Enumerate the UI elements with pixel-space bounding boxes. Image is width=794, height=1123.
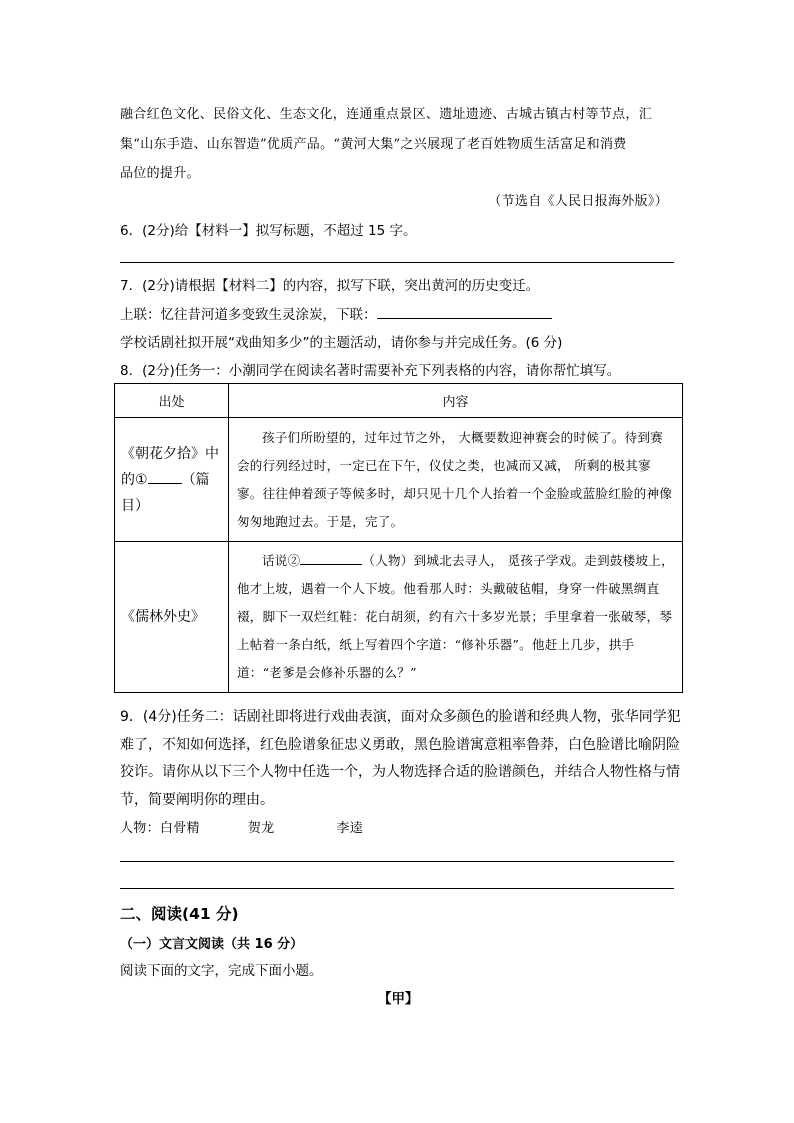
couplet-answer-blank[interactable] bbox=[377, 318, 552, 319]
table-row1-source bbox=[115, 418, 229, 542]
question-7: 7．(2分)请根据【材料二】的内容，拟写下联，突出黄河的历史变迁。 bbox=[120, 278, 540, 294]
row1-source-line-d: 目） bbox=[121, 497, 149, 514]
blank-1[interactable] bbox=[148, 483, 182, 484]
table-row1-content: 孩子们所盼望的，过年过节之外， 大概要数迎神赛会的时候了。待到赛会的行列经过时，一定已在下午，仪仗之类，也减而又减， 所剩的极其寥寥。往往伸着颈子等候多时，却只见十几个人抬着一个金脸或蓝脸红脸的神像匆匆地跑过去。于是，完了。 bbox=[229, 418, 683, 542]
section-2-instruction: 阅读下面的文字，完成下面小题。 bbox=[120, 963, 323, 979]
answer-line-q9-2[interactable] bbox=[120, 888, 674, 889]
passage-line-1: 融合红色文化、民俗文化、生态文化，连通重点景区、遗址遗迹、古城古镇古村等节点，汇 bbox=[120, 107, 653, 122]
table-row2-content: 话说② （人物）到城北去寻人， 觅孩子学戏。走到鼓楼坡上，他才上坡，遇着一个人下坡。他看那人时：头戴破毡帽，身穿一件破黑绸直裰，脚下一双烂红鞋：花白胡须，约有六十多岁光景；手里拿着一张破琴，琴上帖着一条白纸，纸上写着四个字道：“修补乐器”。他赶上几步，拱手道：“老爹是会修补乐器的么？” bbox=[229, 542, 683, 693]
row1-source-line-a: 《朝花夕拾》中 bbox=[121, 445, 219, 462]
couplet-line bbox=[120, 303, 552, 323]
table-row2-source: 《儒林外史》 bbox=[115, 542, 229, 693]
question-8: 8．(2分)任务一：小潮同学在阅读名著时需要补充下列表格的内容，请你帮忙填写。 bbox=[120, 363, 621, 379]
section-2-subtitle: （一）文言文阅读（共 16 分） bbox=[120, 937, 304, 952]
question-9-line-3: 狡诈。请你从以下三个人物中任选一个，为人物选择合适的脸谱颜色，并结合人物性格与情 bbox=[120, 764, 680, 780]
people-label: 人物： bbox=[120, 821, 160, 836]
person-1: 白骨精 bbox=[159, 821, 200, 836]
couplet-text: 上联：忆往昔河道多变致生灵涂炭，下联： bbox=[120, 307, 377, 323]
passage-source: （节选自《人民日报海外版》） bbox=[488, 194, 668, 209]
question-6: 6．(2分)给【材料一】拟写标题，不超过 15 字。 bbox=[120, 223, 417, 239]
row1-source-line-b: 的① （篇 bbox=[121, 471, 210, 488]
question-9-line-1: 9．(4分)任务二：话剧社即将进行戏曲表演，面对众多颜色的脸谱和经典人物，张华同学犯 bbox=[120, 709, 681, 725]
person-3: 李逵 bbox=[336, 821, 364, 836]
activity-intro: 学校话剧社拟开展“戏曲知多少”的主题活动，请你参与并完成任务。(6 分) bbox=[120, 335, 563, 351]
table-header-source: 出处 bbox=[115, 384, 229, 418]
person-2: 贺龙 bbox=[247, 821, 275, 836]
passage-line-3: 品位的提升。 bbox=[120, 166, 200, 181]
passage-jia-label: 【甲】 bbox=[378, 991, 419, 1007]
section-2-title: 二、阅读(41 分) bbox=[120, 905, 239, 923]
question-9-line-2: 难了，不知如何选择，红色脸谱象征忠义勇敢，黑色脸谱寓意粗率鲁莽，白色脸谱比喻阴险 bbox=[120, 737, 680, 753]
table-header-content: 内容 bbox=[229, 384, 683, 418]
question-9-line-4: 节，简要阐明你的理由。 bbox=[120, 792, 274, 808]
answer-line-q9-1[interactable] bbox=[120, 861, 674, 862]
passage-line-2: 集“山东手造、山东智造”优质产品。“黄河大集”之兴展现了老百姓物质生活富足和消费 bbox=[120, 137, 627, 152]
fill-in-table bbox=[114, 383, 683, 693]
answer-line-q6[interactable] bbox=[120, 262, 674, 263]
blank-2[interactable] bbox=[300, 564, 362, 565]
people-options bbox=[120, 817, 363, 836]
